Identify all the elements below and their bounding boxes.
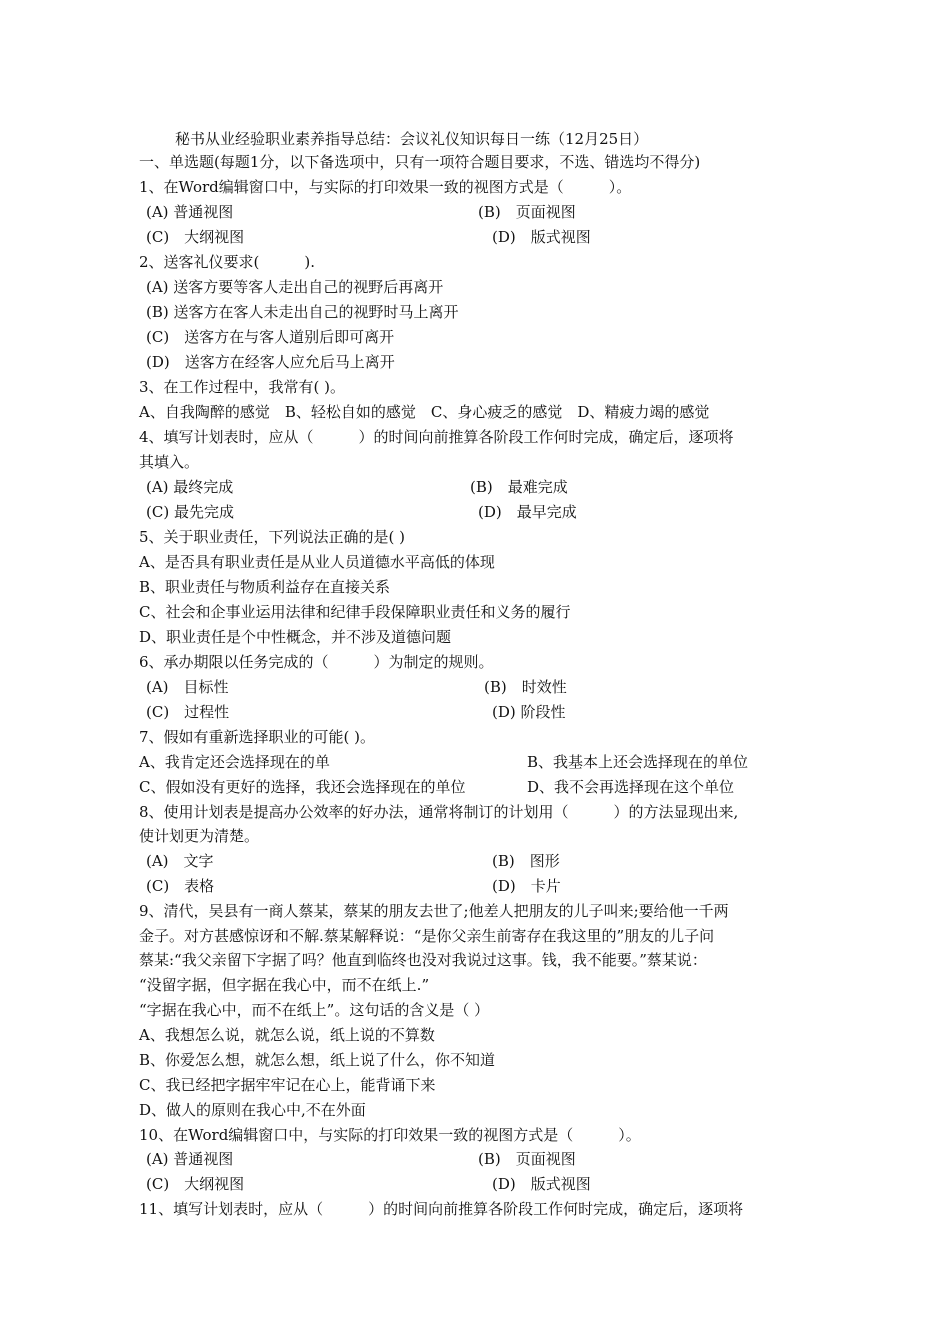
- question-6-option-d: (D) 阶段性: [492, 703, 566, 721]
- question-9-option-d: D、做人的原则在我心中,不在外面: [139, 1101, 366, 1119]
- question-11-stem: 11、填写计划表时，应从（ ）的时间向前推算各阶段工作何时完成，确定后，逐项将: [139, 1200, 744, 1218]
- question-4-option-a: (A) 最终完成: [146, 478, 234, 496]
- question-9-option-c: C、我已经把字据牢牢记在心上，能背诵下来: [139, 1076, 436, 1094]
- question-6-stem: 6、承办期限以任务完成的（ ）为制定的规则。: [139, 653, 494, 671]
- question-10-option-d: (D) 版式视图: [492, 1175, 591, 1193]
- question-10-option-b: (B) 页面视图: [478, 1150, 576, 1168]
- question-2-option-d: (D) 送客方在经客人应允后马上离开: [146, 353, 395, 371]
- document-title: 秘书从业经验职业素养指导总结：会议礼仪知识每日一练（12月25日）: [175, 130, 649, 148]
- question-8-option-c: (C) 表格: [146, 877, 215, 895]
- question-10-option-c: (C) 大纲视图: [146, 1175, 245, 1193]
- question-8-option-b: (B) 图形: [492, 852, 560, 870]
- question-1-option-b: (B) 页面视图: [478, 203, 576, 221]
- question-1-stem: 1、在Word编辑窗口中，与实际的打印效果一致的视图方式是（ ）。: [139, 178, 632, 196]
- question-2-option-c: (C) 送客方在与客人道别后即可离开: [146, 328, 395, 346]
- question-5-option-c: C、社会和企事业运用法律和纪律手段保障职业责任和义务的履行: [139, 603, 571, 621]
- question-9-text-line-3: 蔡某:“我父亲留下字据了吗？他直到临终也没对我说过这事。钱，我不能要。”蔡某说：: [139, 951, 707, 969]
- question-9-stem: “字据在我心中，而不在纸上”。这句话的含义是（ ）: [139, 1001, 490, 1019]
- question-10-option-a: (A) 普通视图: [146, 1150, 234, 1168]
- question-6-option-a: (A) 目标性: [146, 678, 229, 696]
- question-8-option-a: (A) 文字: [146, 852, 214, 870]
- question-9-text-line-2: 金子。对方甚感惊讶和不解.蔡某解释说：“是你父亲生前寄存在我这里的”朋友的儿子问: [139, 927, 715, 945]
- question-5-option-d: D、职业责任是个中性概念，并不涉及道德问题: [139, 628, 452, 646]
- question-4-option-d: (D) 最早完成: [478, 503, 577, 521]
- question-9-text-line-1: 9、清代，吴县有一商人蔡某，蔡某的朋友去世了;他差人把朋友的儿子叫来;要给他一千两: [139, 902, 729, 920]
- question-1-option-d: (D) 版式视图: [492, 228, 591, 246]
- question-8-stem-line-1: 8、使用计划表是提高办公效率的好办法，通常将制订的计划用（ ）的方法显现出来,: [139, 803, 739, 821]
- question-2-option-a: (A) 送客方要等客人走出自己的视野后再离开: [146, 278, 444, 296]
- question-8-stem-line-2: 使计划更为清楚。: [139, 827, 260, 845]
- question-6-option-c: (C) 过程性: [146, 703, 230, 721]
- question-2-option-b: (B) 送客方在客人未走出自己的视野时马上离开: [146, 303, 459, 321]
- section-heading: 一、单选题(每题1分，以下备选项中，只有一项符合题目要求，不选、错选均不得分): [139, 153, 701, 171]
- question-3-options: A、自我陶醉的感觉 B、轻松自如的感觉 C、身心疲乏的感觉 D、精疲力竭的感觉: [139, 403, 710, 421]
- question-9-text-line-4: “没留字据，但字据在我心中，而不在纸上.”: [139, 976, 430, 994]
- question-5-option-b: B、职业责任与物质利益存在直接关系: [139, 578, 391, 596]
- question-7-option-a: A、我肯定还会选择现在的单: [139, 753, 330, 771]
- question-3-stem: 3、在工作过程中，我常有( )。: [139, 378, 346, 396]
- question-1-option-a: (A) 普通视图: [146, 203, 234, 221]
- question-7-stem: 7、假如有重新选择职业的可能( )。: [139, 728, 376, 746]
- question-6-option-b: (B) 时效性: [484, 678, 567, 696]
- question-9-option-a: A、我想怎么说，就怎么说，纸上说的不算数: [139, 1026, 435, 1044]
- question-10-stem: 10、在Word编辑窗口中，与实际的打印效果一致的视图方式是（ ）。: [139, 1126, 641, 1144]
- question-1-option-c: (C) 大纲视图: [146, 228, 245, 246]
- question-7-option-b: B、我基本上还会选择现在的单位: [527, 753, 749, 771]
- question-4-option-c: (C) 最先完成: [146, 503, 234, 521]
- question-4-stem-line-2: 其填入。: [139, 453, 200, 471]
- question-2-stem: 2、送客礼仪要求( ).: [139, 253, 316, 271]
- question-4-stem-line-1: 4、填写计划表时，应从（ ）的时间向前推算各阶段工作何时完成，确定后，逐项将: [139, 428, 734, 446]
- question-5-stem: 5、关于职业责任，下列说法正确的是( ): [139, 528, 406, 546]
- question-7-option-c: C、假如没有更好的选择，我还会选择现在的单位: [139, 778, 466, 796]
- question-4-option-b: (B) 最难完成: [470, 478, 568, 496]
- question-9-option-b: B、你爱怎么想，就怎么想，纸上说了什么，你不知道: [139, 1051, 496, 1069]
- question-5-option-a: A、是否具有职业责任是从业人员道德水平高低的体现: [139, 553, 495, 571]
- question-8-option-d: (D) 卡片: [492, 877, 561, 895]
- question-7-option-d: D、我不会再选择现在这个单位: [527, 778, 735, 796]
